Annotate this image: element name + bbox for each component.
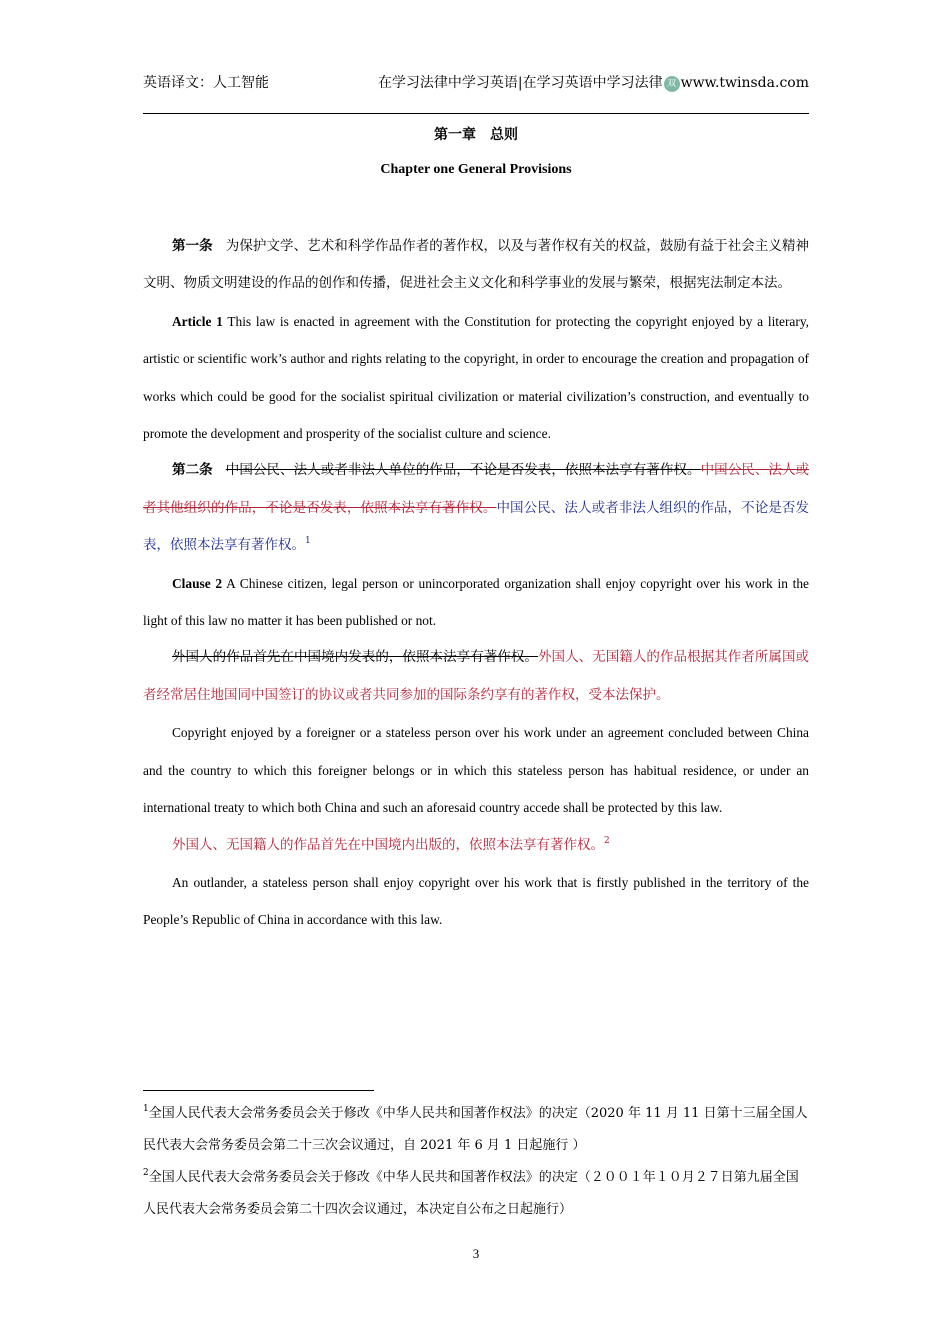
article-2-para3-zh: [143, 827, 809, 864]
document-body: [143, 228, 809, 939]
article-2-para2-zh: [143, 639, 809, 714]
footnote-1-marker: 1: [143, 1104, 149, 1114]
page-header: [143, 72, 809, 94]
footnote-2-marker: 2: [143, 1168, 149, 1178]
header-slogan-text: 在学习法律中学习英语|在学习英语中学习法律: [377, 75, 663, 91]
article-1-zh: [143, 228, 809, 303]
article-2-para3-zh-added: 外国人、无国籍人的作品首先在中国境内出版的，依照本法享有著作权。: [172, 836, 604, 853]
footnotes: [143, 1098, 809, 1226]
chapter-title-zh: 第一章 总则: [434, 127, 518, 143]
article-2-zh-current: 中国公民、法人或者非法人组织的作品，不论是否发表，依照本法享有著作权。: [143, 499, 809, 554]
footnote-2: [143, 1162, 809, 1226]
footnote-2-text: 全国人民代表大会常务委员会关于修改《中华人民共和国著作权法》的决定（２００１年１０月２７日第九届全国人民代表大会常务委员会第二十四次会议通过，本决定自公布之日起施行）: [143, 1170, 799, 1217]
footnote-divider: [143, 1090, 374, 1091]
article-2-zh-deleted-2001: 中国公民、法人或者其他组织的作品，不论是否发表，依照本法享有著作权。: [143, 462, 810, 516]
article-1-zh-text: 为保护文学、艺术和科学作品作者的著作权，以及与著作权有关的权益，鼓励有益于社会主义精神文明、物质文明建设的作品的创作和传播，促进社会主义文化和科学事业的发展与繁荣，根据宪法制定本法。: [143, 238, 810, 292]
header-slogan: [378, 72, 809, 92]
footnote-ref-2[interactable]: 2: [604, 835, 610, 846]
article-2-para2-zh-deleted: 外国人的作品首先在中国境内发表的，依照本法享有著作权。: [172, 649, 538, 666]
twinsda-logo-icon: 双: [664, 76, 680, 92]
article-2-en: [143, 565, 809, 640]
page-number: 3: [472, 1246, 480, 1261]
header-divider: [143, 113, 809, 114]
footnote-1: [143, 1098, 809, 1162]
article-2-para3-en: An outlander, a stateless person shall enjoy copyright over his work that is firstly published in the territory of the People’s Republic of China in accordance with this law.: [143, 874, 809, 928]
article-2-zh-label: 第二条: [172, 462, 213, 479]
article-2-en-text: A Chinese citizen, legal person or unincorporated organization shall enjoy copyright over his work in the light of this law no matter it has been published or not.: [143, 575, 809, 629]
article-2-en-label: Clause 2: [172, 575, 223, 591]
article-2-zh-deleted-original: 中国公民、法人或者非法人单位的作品，不论是否发表，依照本法享有著作权。: [225, 462, 701, 479]
article-1-zh-label: 第一条: [172, 238, 213, 254]
header-website: www.twinsda.com: [680, 75, 809, 91]
article-1-en-label: Article 1: [172, 313, 223, 329]
article-2-zh: [143, 452, 809, 564]
article-1-en: [143, 303, 809, 453]
footnote-ref-1[interactable]: 1: [305, 536, 311, 547]
chapter-title-en: Chapter one General Provisions: [380, 162, 572, 177]
article-2-para2-zh-added: 外国人、无国籍人的作品根据其作者所属国或者经常居住地国同中国签订的协议或者共同参加的国际条约享有的著作权，受本法保护。: [143, 649, 810, 703]
article-2-para2-en: Copyright enjoyed by a foreigner or a stateless person over his work under an agreement concluded between China and the country to which this foreigner belongs or in which this stateless person has habitual residence, or under an international treaty to which both China and such an aforesaid country accede shall be protected by this law.: [143, 725, 809, 816]
header-title: 英语译文：人工智能: [143, 75, 269, 91]
article-1-en-text: This law is enacted in agreement with the Constitution for protecting the copyright enjoyed by a literary, artistic or scientific work’s author and rights relating to the copyright, in order to encourage the creation and propagation of works which could be good for the socialist spiritual civilization or material civilization’s construction, and eventually to promote the development and prosperity of the socialist culture and science.: [143, 313, 809, 442]
footnote-1-text: 全国人民代表大会常务委员会关于修改《中华人民共和国著作权法》的决定（2020 年 11 月 11 日第十三届全国人民代表大会常务委员会第二十三次会议通过，自 2021 年 6 月 1 日起施行 ）: [143, 1106, 808, 1153]
